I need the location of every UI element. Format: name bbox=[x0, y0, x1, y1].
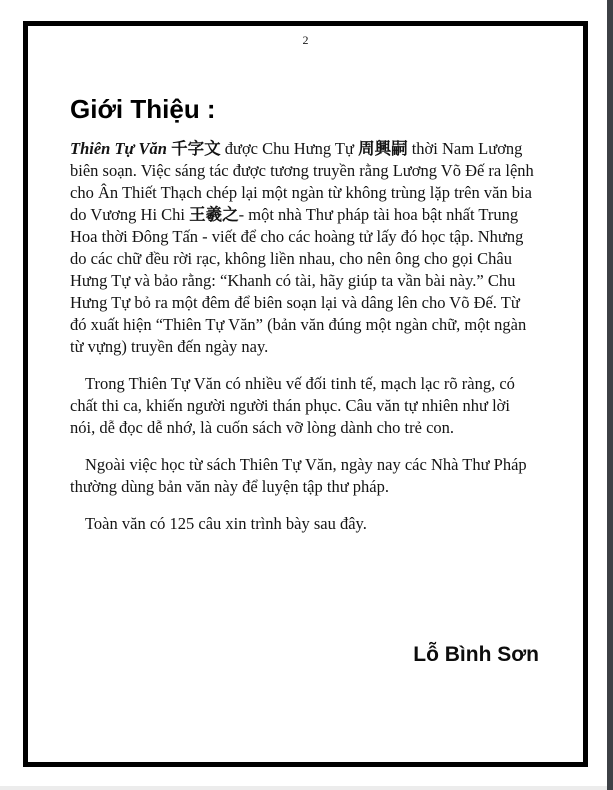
text-run-bold-italic: Thiên Tự Văn bbox=[70, 139, 172, 158]
text-run: được Chu Hưng Tự bbox=[220, 139, 359, 158]
document-page bbox=[23, 21, 588, 767]
paragraph bbox=[70, 513, 539, 535]
paragraph bbox=[70, 138, 539, 358]
paragraphs-container bbox=[28, 138, 583, 535]
page-number: 2 bbox=[302, 33, 309, 47]
text-run: - một nhà Thư pháp tài hoa bật nhất Trung Hoa thời Đông Tấn - viết để cho các hoàng tử lấy đó học tập. Nhưng do các chữ đều rời rạc, không liền nhau, cho nên ông cho gọi Châu Hưng Tự và bảo rằng: “Khanh có tài, hãy giúp ta vần bài này.” Chu Hưng Tự bỏ ra một đêm để biên soạn lại và dâng lên cho Võ Đế. Từ đó xuất hiện “Thiên Tự Văn” (bản văn đúng một ngàn chữ, một ngàn từ vựng) truyền đến ngày nay. bbox=[70, 205, 527, 356]
paragraph bbox=[70, 454, 539, 498]
viewer-bottom-edge bbox=[0, 786, 607, 790]
paragraph bbox=[70, 373, 539, 439]
text-run: Trong Thiên Tự Văn có nhiều vế đối tinh tế, mạch lạc rõ ràng, có chất thi ca, khiến người người thán phục. Câu văn tự nhiên như lời nói, dễ đọc dễ nhớ, là cuốn sách vỡ lòng dành cho trẻ con. bbox=[70, 374, 515, 437]
section-heading: Giới Thiệu : bbox=[70, 94, 216, 124]
text-run-cjk-bold: 王羲之 bbox=[189, 205, 239, 224]
text-run: thời Nam Lương biên soạn. Việc sáng tác được tương truyền rằng Lương Võ Đế ra lệnh cho Ân Thiết Thạch chép lại một ngàn từ không trùng lặp trên văn bia do Vương Hi Chi bbox=[70, 139, 534, 224]
text-run: Ngoài việc học từ sách Thiên Tự Văn, ngày nay các Nhà Thư Pháp thường dùng bản văn này để luyện tập thư pháp. bbox=[70, 455, 527, 496]
viewer-scroll-edge bbox=[607, 0, 613, 790]
author-signature: Lỗ Bình Sơn bbox=[413, 643, 539, 666]
text-run-cjk-bold: 周興嗣 bbox=[358, 139, 408, 158]
text-run-cjk-bold: 千字文 bbox=[171, 139, 221, 158]
text-run: Toàn văn có 125 câu xin trình bày sau đây. bbox=[85, 514, 367, 533]
